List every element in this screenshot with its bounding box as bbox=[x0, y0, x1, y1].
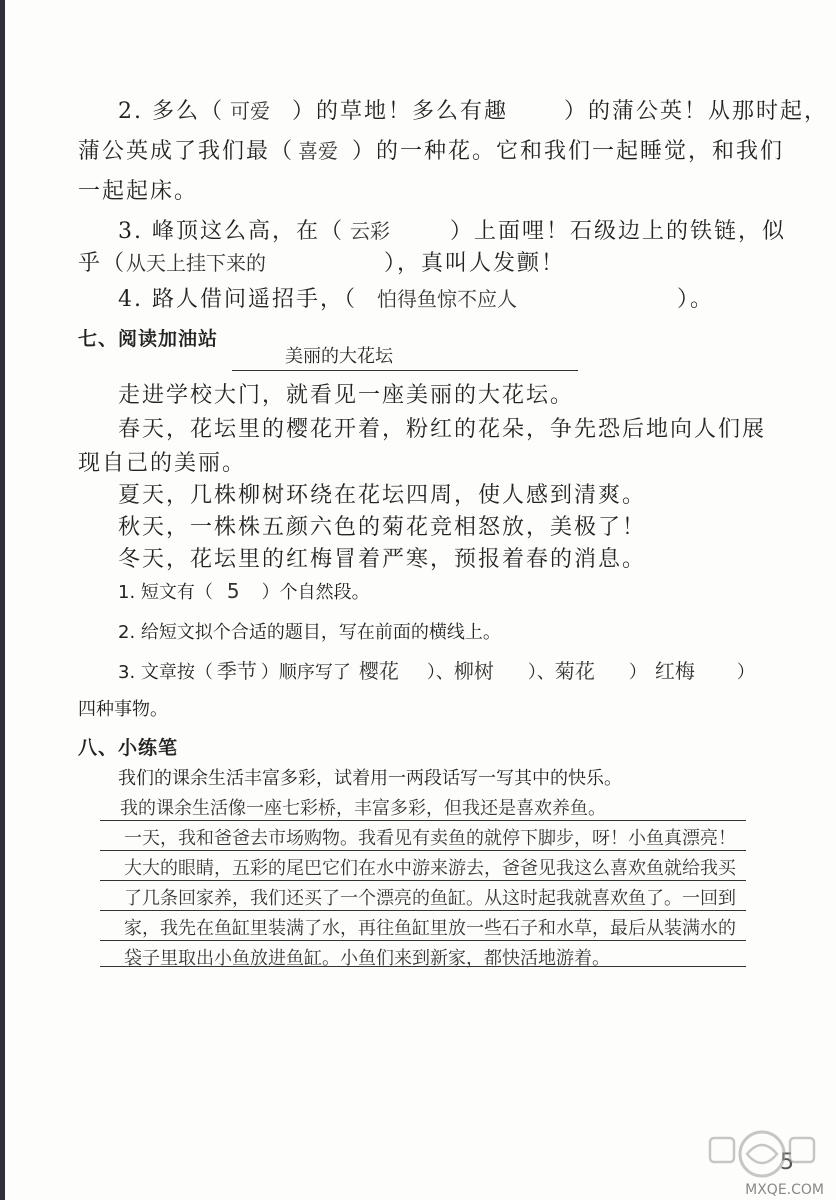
essay-rule-4 bbox=[100, 910, 746, 911]
q3-line1 bbox=[118, 214, 786, 245]
q3-text-2a: 乎（ bbox=[78, 251, 127, 276]
paragraph-2a: 春天，花坛里的樱花开着，粉红的花朵，争先恐后地向人们展 bbox=[118, 417, 767, 442]
essay-line-3: 大大的眼睛，五彩的尾巴它们在水中游来游去，爸爸见我这么喜欢鱼就给我买 bbox=[124, 858, 736, 879]
q2-text-1b: ）的草地！多么有趣 bbox=[291, 99, 508, 124]
essay-rule-6 bbox=[100, 966, 746, 967]
essay-rule-2 bbox=[100, 850, 746, 851]
watermark-text: MXQE.COM bbox=[745, 1182, 824, 1198]
s7-question-3 bbox=[118, 655, 755, 684]
s7-q3-text-d: ）、 bbox=[527, 662, 555, 683]
s7-q3-text-f: ） bbox=[736, 662, 755, 683]
essay-line-6: 袋子里取出小鱼放进鱼缸。小鱼们来到新家，都快活地游着。 bbox=[124, 948, 610, 969]
paragraph-4: 秋天，一株株五颜六色的菊花竞相怒放，美极了！ bbox=[118, 515, 647, 540]
q2-line2 bbox=[78, 134, 784, 165]
s7-q3-answer-willow: 柳树 bbox=[453, 659, 494, 683]
title-underline bbox=[232, 370, 578, 371]
q3-answer-1: 云彩 bbox=[349, 219, 390, 243]
s7-question-2: 2. 给短文拟个合适的题目，写在前面的横线上。 bbox=[118, 622, 501, 643]
s7-question-3-cont: 四种事物。 bbox=[78, 699, 168, 720]
essay-rule-5 bbox=[100, 940, 746, 941]
q4-answer-1: 怕得鱼惊不应人 bbox=[376, 287, 517, 311]
paragraph-3: 夏天，几株柳树环绕在花坛四周，使人感到清爽。 bbox=[118, 483, 647, 508]
paragraph-1: 走进学校大门，就看见一座美丽的大花坛。 bbox=[118, 383, 575, 408]
q2-text-2a: 蒲公英成了我们最（ bbox=[78, 139, 295, 164]
q3-line2 bbox=[78, 246, 565, 277]
q3-answer-2: 从天上挂下来的 bbox=[126, 251, 267, 275]
q2-line3: 一起起床。 bbox=[78, 179, 199, 204]
q2-text-2b: ）的一种花。它和我们一起睡觉，和我们 bbox=[352, 139, 785, 164]
s7-q1-text-a: 1. 短文有（ bbox=[118, 582, 213, 603]
essay-line-2: 一天，我和爸爸去市场购物。我看见有卖鱼的就停下脚步，呀！小鱼真漂亮！ bbox=[124, 828, 736, 849]
essay-line-5: 家，我先在鱼缸里装满了水，再往鱼缸里放一些石子和水草，最后从装满水的 bbox=[124, 918, 736, 939]
s7-q3-text-b: ）顺序写了 bbox=[260, 662, 351, 683]
page-number: 5 bbox=[780, 1150, 794, 1175]
s7-q3-text-c: ）、 bbox=[426, 662, 454, 683]
q3-text-1a: 3. 峰顶这么高，在（ bbox=[118, 219, 344, 244]
paragraph-2b: 现自己的美丽。 bbox=[78, 451, 247, 476]
reading-title: 美丽的大花坛 bbox=[285, 346, 393, 367]
s7-question-1 bbox=[118, 578, 370, 604]
scan-edge bbox=[0, 0, 5, 1200]
q2-line1 bbox=[118, 94, 828, 125]
q3-text-1b: ）上面哩！石级边上的铁链，似 bbox=[449, 219, 786, 244]
q2-text-1c: ）的蒲公英！从那时起， bbox=[564, 99, 829, 124]
essay-line-4: 了几条回家养，我们还买了一个漂亮的鱼缸。从这时起我就喜欢鱼了。一回到 bbox=[124, 888, 736, 909]
s7-q3-answer-order: 季节 bbox=[216, 659, 257, 683]
essay-line-1: 我的课余生活像一座七彩桥，丰富多彩，但我还是喜欢养鱼。 bbox=[120, 798, 606, 819]
s7-q1-answer: 5 bbox=[226, 579, 240, 603]
q2-answer-1: 可爱 bbox=[229, 99, 270, 123]
section8-heading: 八、小练笔 bbox=[78, 737, 179, 759]
q4-line1 bbox=[118, 282, 714, 313]
s7-q1-text-b: ）个自然段。 bbox=[261, 582, 370, 603]
q4-text-1b: ）。 bbox=[676, 287, 714, 312]
s7-q3-answer-cherry: 樱花 bbox=[358, 659, 399, 683]
paragraph-5: 冬天，花坛里的红梅冒着严寒，预报着春的消息。 bbox=[118, 547, 647, 572]
s7-q3-text-e: ） bbox=[628, 662, 647, 683]
q2-answer-2: 喜爱 bbox=[298, 139, 339, 163]
essay-rule-1 bbox=[100, 820, 746, 821]
s7-q3-answer-plum: 红梅 bbox=[654, 659, 695, 683]
q4-text-1a: 4. 路人借问遥招手，（ bbox=[118, 287, 357, 312]
s7-q3-answer-chrysanthemum: 菊花 bbox=[554, 659, 595, 683]
writing-prompt: 我们的课余生活丰富多彩，试着用一两段话写一写其中的快乐。 bbox=[118, 768, 622, 789]
q3-text-2b: ），真叫人发颤！ bbox=[384, 251, 566, 276]
q2-text-1a: 2. 多么（ bbox=[118, 99, 224, 124]
s7-q3-text-a: 3. 文章按（ bbox=[118, 662, 213, 683]
section7-heading: 七、阅读加油站 bbox=[78, 328, 219, 350]
essay-rule-3 bbox=[100, 880, 746, 881]
